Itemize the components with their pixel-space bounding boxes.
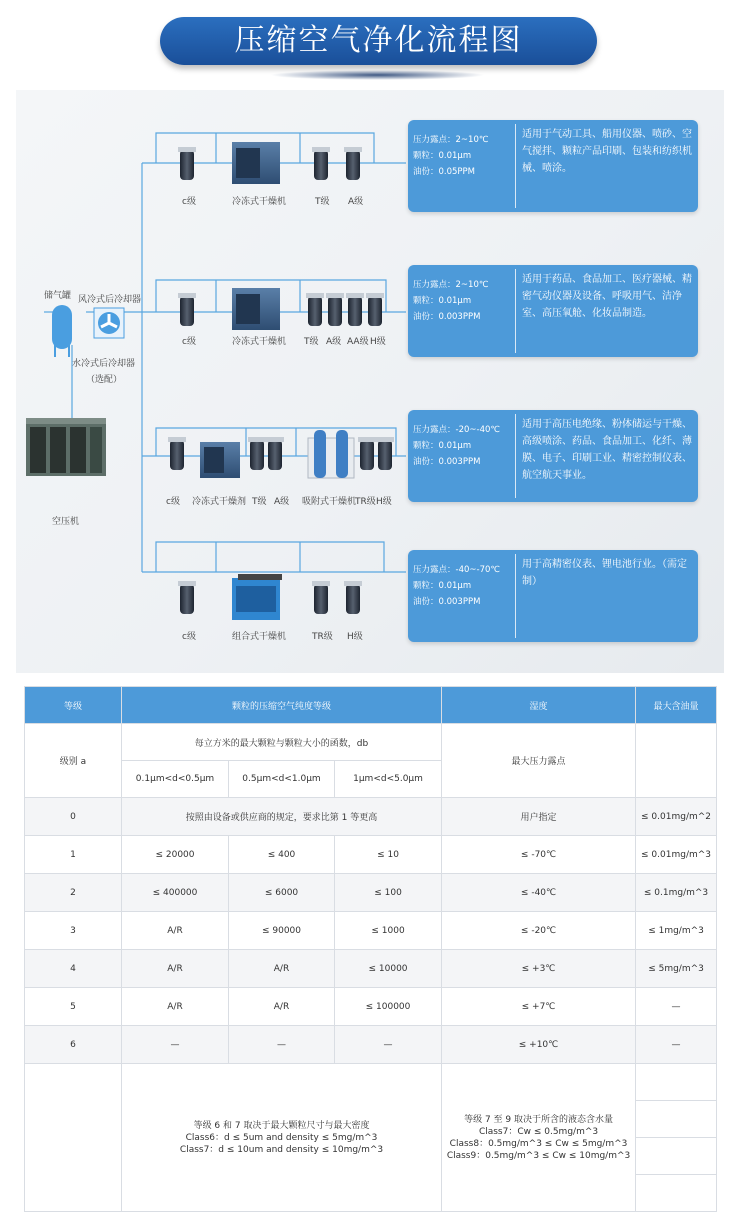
table-cell: A/R bbox=[229, 988, 335, 1026]
filter-a-row1 bbox=[344, 147, 362, 180]
component-label: T级 bbox=[304, 337, 319, 347]
table-cell: A/R bbox=[229, 950, 335, 988]
note-line: 等级 6 和 7 取决于最大颗粒尺寸与最大密度 bbox=[193, 1120, 370, 1131]
table-cell: ≤ +7℃ bbox=[442, 988, 636, 1026]
filter-t-row3 bbox=[248, 437, 266, 470]
divider bbox=[515, 124, 516, 208]
table-cell: 4 bbox=[25, 950, 122, 988]
adsorption-dryer-row3 bbox=[308, 430, 354, 478]
table-row bbox=[25, 912, 717, 950]
title-shadow bbox=[270, 70, 485, 80]
refrigerated-dryer-row1 bbox=[232, 142, 280, 184]
table-cell: ≤ 6000 bbox=[229, 874, 335, 912]
table-cell: — bbox=[335, 1026, 442, 1064]
oil-text: 油份：0.003PPM bbox=[413, 597, 481, 607]
table-cell: ≤ 0.1mg/m^3 bbox=[636, 874, 717, 912]
divider bbox=[515, 269, 516, 353]
table-cell: ≤ 20000 bbox=[122, 836, 229, 874]
column-header: 湿度 bbox=[442, 687, 636, 724]
table-cell: A/R bbox=[122, 988, 229, 1026]
dew-point-text: 压力露点：-20~-40℃ bbox=[413, 425, 500, 435]
storage-tank bbox=[52, 305, 72, 357]
note-line: Class8：0.5mg/m^3 ≤ Cw ≤ 5mg/m^3 bbox=[449, 1138, 628, 1149]
table-cell: ≤ +3℃ bbox=[442, 950, 636, 988]
table-note-row bbox=[25, 1064, 717, 1101]
table-cell: A/R bbox=[122, 950, 229, 988]
empty-cell bbox=[636, 1064, 717, 1101]
dew-point-text: 压力露点：-40~-70℃ bbox=[413, 565, 500, 575]
filter-c-row2 bbox=[178, 293, 196, 326]
column-header: 最大含油量 bbox=[636, 687, 717, 724]
table-cell: ≤ 0.01mg/m^2 bbox=[636, 798, 717, 836]
table-cell: ≤ 1000 bbox=[335, 912, 442, 950]
table-cell: 6 bbox=[25, 1026, 122, 1064]
filter-t-row1 bbox=[312, 147, 330, 180]
air-cooler-label: 风冷式后冷却器 bbox=[78, 295, 142, 305]
component-label: TR级 bbox=[355, 497, 376, 507]
component-label: 组合式干燥机 bbox=[232, 632, 287, 642]
range-header: 0.1μm<d<0.5μm bbox=[122, 761, 229, 798]
purity-class-table bbox=[24, 686, 717, 1212]
table-row bbox=[25, 836, 717, 874]
oil-text: 油份：0.003PPM bbox=[413, 312, 481, 322]
empty-cell bbox=[636, 1101, 717, 1138]
component-label: H级 bbox=[347, 632, 363, 642]
application-text: 用于高精密仪表、锂电池行业。（需定制） bbox=[522, 559, 687, 587]
application-text: 适用于气动工具、船用仪器、喷砂、空气搅拌、颗粒产品印刷、包装和纺织机械、喷涂。 bbox=[522, 129, 692, 174]
table-cell: ≤ 10000 bbox=[335, 950, 442, 988]
title-banner bbox=[160, 17, 597, 65]
process-diagram bbox=[16, 90, 724, 673]
dew-point-text: 压力露点：2~10℃ bbox=[413, 135, 489, 145]
note-line: Class7：Cw ≤ 0.5mg/m^3 bbox=[478, 1126, 599, 1137]
table-cell: — bbox=[229, 1026, 335, 1064]
particle-text: 颗粒：0.01μm bbox=[413, 441, 472, 451]
component-label: c级 bbox=[182, 632, 196, 642]
oil-text: 油份：0.05PPM bbox=[413, 167, 476, 177]
spec-card-2 bbox=[408, 265, 698, 357]
component-label: A级 bbox=[274, 497, 290, 507]
table-cell: 按照由设备或供应商的规定，要求比第 1 等更高 bbox=[122, 798, 442, 836]
table-cell: — bbox=[122, 1026, 229, 1064]
filter-c-row1 bbox=[178, 147, 196, 180]
empty-cell bbox=[636, 724, 717, 798]
spec-list bbox=[413, 422, 513, 470]
note-line: Class9：0.5mg/m^3 ≤ Cw ≤ 10mg/m^3 bbox=[446, 1150, 631, 1161]
table-cell: ≤ -70℃ bbox=[442, 836, 636, 874]
filter-tr-row3 bbox=[358, 437, 376, 470]
column-header: 等级 bbox=[25, 687, 122, 724]
component-label: A级 bbox=[326, 337, 342, 347]
particle-text: 颗粒：0.01μm bbox=[413, 296, 472, 306]
component-label: T级 bbox=[315, 197, 330, 207]
particle-class-note bbox=[122, 1064, 442, 1212]
spec-card-1 bbox=[408, 120, 698, 212]
combined-dryer-row4 bbox=[232, 574, 282, 620]
range-header: 0.5μm<d<1.0μm bbox=[229, 761, 335, 798]
table-cell: 0 bbox=[25, 798, 122, 836]
filter-t-row2 bbox=[306, 293, 324, 326]
component-label: c级 bbox=[166, 497, 180, 507]
note-line: Class7：d ≤ 10um and density ≤ 10mg/m^3 bbox=[179, 1144, 384, 1155]
table-cell: — bbox=[636, 988, 717, 1026]
table-cell: ≤ -40℃ bbox=[442, 874, 636, 912]
table-subheader-row bbox=[25, 724, 717, 761]
component-label: AA级 bbox=[347, 337, 369, 347]
table-cell: ≤ 1mg/m^3 bbox=[636, 912, 717, 950]
table-cell: ≤ 10 bbox=[335, 836, 442, 874]
table-cell: ≤ 400000 bbox=[122, 874, 229, 912]
component-label: TR级 bbox=[312, 632, 333, 642]
table-row bbox=[25, 950, 717, 988]
spec-list bbox=[413, 277, 513, 325]
spec-card-4 bbox=[408, 550, 698, 642]
component-label: H级 bbox=[370, 337, 386, 347]
filter-a-row3 bbox=[266, 437, 284, 470]
spec-list bbox=[413, 562, 513, 610]
dew-point-text: 压力露点：2~10℃ bbox=[413, 280, 489, 290]
filter-c-row3 bbox=[168, 437, 186, 470]
air-compressor bbox=[26, 418, 106, 476]
table-header-row bbox=[25, 687, 717, 724]
particle-text: 颗粒：0.01μm bbox=[413, 151, 472, 161]
filter-h-row4 bbox=[344, 581, 362, 614]
tank-label: 储气罐 bbox=[44, 291, 72, 301]
refrigerated-dryer-row3 bbox=[200, 442, 240, 478]
table-cell: ≤ 0.01mg/m^3 bbox=[636, 836, 717, 874]
filter-tr-row4 bbox=[312, 581, 330, 614]
application-text: 适用于药品、食品加工、医疗器械、精密气动仪器及设备、呼吸用气、洁净室、高压氧舱、化妆品制造。 bbox=[522, 274, 692, 319]
filter-aa-row2 bbox=[346, 293, 364, 326]
refrigerated-dryer-row2 bbox=[232, 288, 280, 330]
dew-point-subheader: 最大压力露点 bbox=[442, 724, 636, 798]
range-header: 1μm<d<5.0μm bbox=[335, 761, 442, 798]
table-row bbox=[25, 798, 717, 836]
compressor-label: 空压机 bbox=[52, 517, 80, 527]
empty-cell bbox=[636, 1138, 717, 1175]
empty-cell bbox=[25, 1064, 122, 1212]
component-label: H级 bbox=[376, 497, 392, 507]
table-cell: — bbox=[636, 1026, 717, 1064]
empty-cell bbox=[636, 1175, 717, 1212]
table-cell: 1 bbox=[25, 836, 122, 874]
table-cell: 2 bbox=[25, 874, 122, 912]
humidity-class-note bbox=[442, 1064, 636, 1212]
component-label: c级 bbox=[182, 197, 196, 207]
table-cell: ≤ -20℃ bbox=[442, 912, 636, 950]
table-cell: 用户指定 bbox=[442, 798, 636, 836]
oil-text: 油份：0.003PPM bbox=[413, 457, 481, 467]
component-label: 冷冻式干燥机 bbox=[232, 197, 287, 207]
table-cell: 3 bbox=[25, 912, 122, 950]
page-title: 压缩空气净化流程图 bbox=[234, 23, 523, 58]
filter-c-row4 bbox=[178, 581, 196, 614]
filter-h-row3 bbox=[376, 437, 394, 470]
component-label: c级 bbox=[182, 337, 196, 347]
spec-list bbox=[413, 132, 513, 180]
table-cell: A/R bbox=[122, 912, 229, 950]
table-row bbox=[25, 1026, 717, 1064]
note-line: Class6：d ≤ 5um and density ≤ 5mg/m^3 bbox=[185, 1132, 378, 1143]
component-label: A级 bbox=[348, 197, 364, 207]
table-cell: 5 bbox=[25, 988, 122, 1026]
table-cell: ≤ 400 bbox=[229, 836, 335, 874]
spec-card-3 bbox=[408, 410, 698, 502]
table-row bbox=[25, 988, 717, 1026]
table-cell: ≤ 90000 bbox=[229, 912, 335, 950]
particle-subheader: 每立方米的最大颗粒与颗粒大小的函数，db bbox=[122, 724, 442, 761]
table-cell: ≤ 5mg/m^3 bbox=[636, 950, 717, 988]
table-cell: ≤ 100 bbox=[335, 874, 442, 912]
particle-text: 颗粒：0.01μm bbox=[413, 581, 472, 591]
optional-label: （选配） bbox=[86, 375, 123, 385]
class-label: 级别 a bbox=[25, 724, 122, 798]
divider bbox=[515, 554, 516, 638]
component-label: 冷冻式干燥机 bbox=[232, 337, 287, 347]
table-cell: ≤ +10℃ bbox=[442, 1026, 636, 1064]
component-label: 吸附式干燥机 bbox=[302, 497, 357, 507]
divider bbox=[515, 414, 516, 498]
column-header: 颗粒的压缩空气纯度等级 bbox=[122, 687, 442, 724]
note-line: 等级 7 至 9 取决于所含的液态含水量 bbox=[464, 1114, 613, 1125]
component-label: 冷冻式干燥剂 bbox=[192, 497, 247, 507]
application-text: 适用于高压电绝缘、粉体储运与干燥、高级喷涂、药品、食品加工、化纤、薄膜、电子、印刷工业、精密控制仪表、航空航天事业。 bbox=[522, 419, 692, 481]
filter-h-row2 bbox=[366, 293, 384, 326]
table-cell: ≤ 100000 bbox=[335, 988, 442, 1026]
table-row bbox=[25, 874, 717, 912]
filter-a-row2 bbox=[326, 293, 344, 326]
component-label: T级 bbox=[252, 497, 267, 507]
water-cooler-label: 水冷式后冷却器 bbox=[72, 359, 136, 369]
aftercooler bbox=[94, 308, 124, 338]
